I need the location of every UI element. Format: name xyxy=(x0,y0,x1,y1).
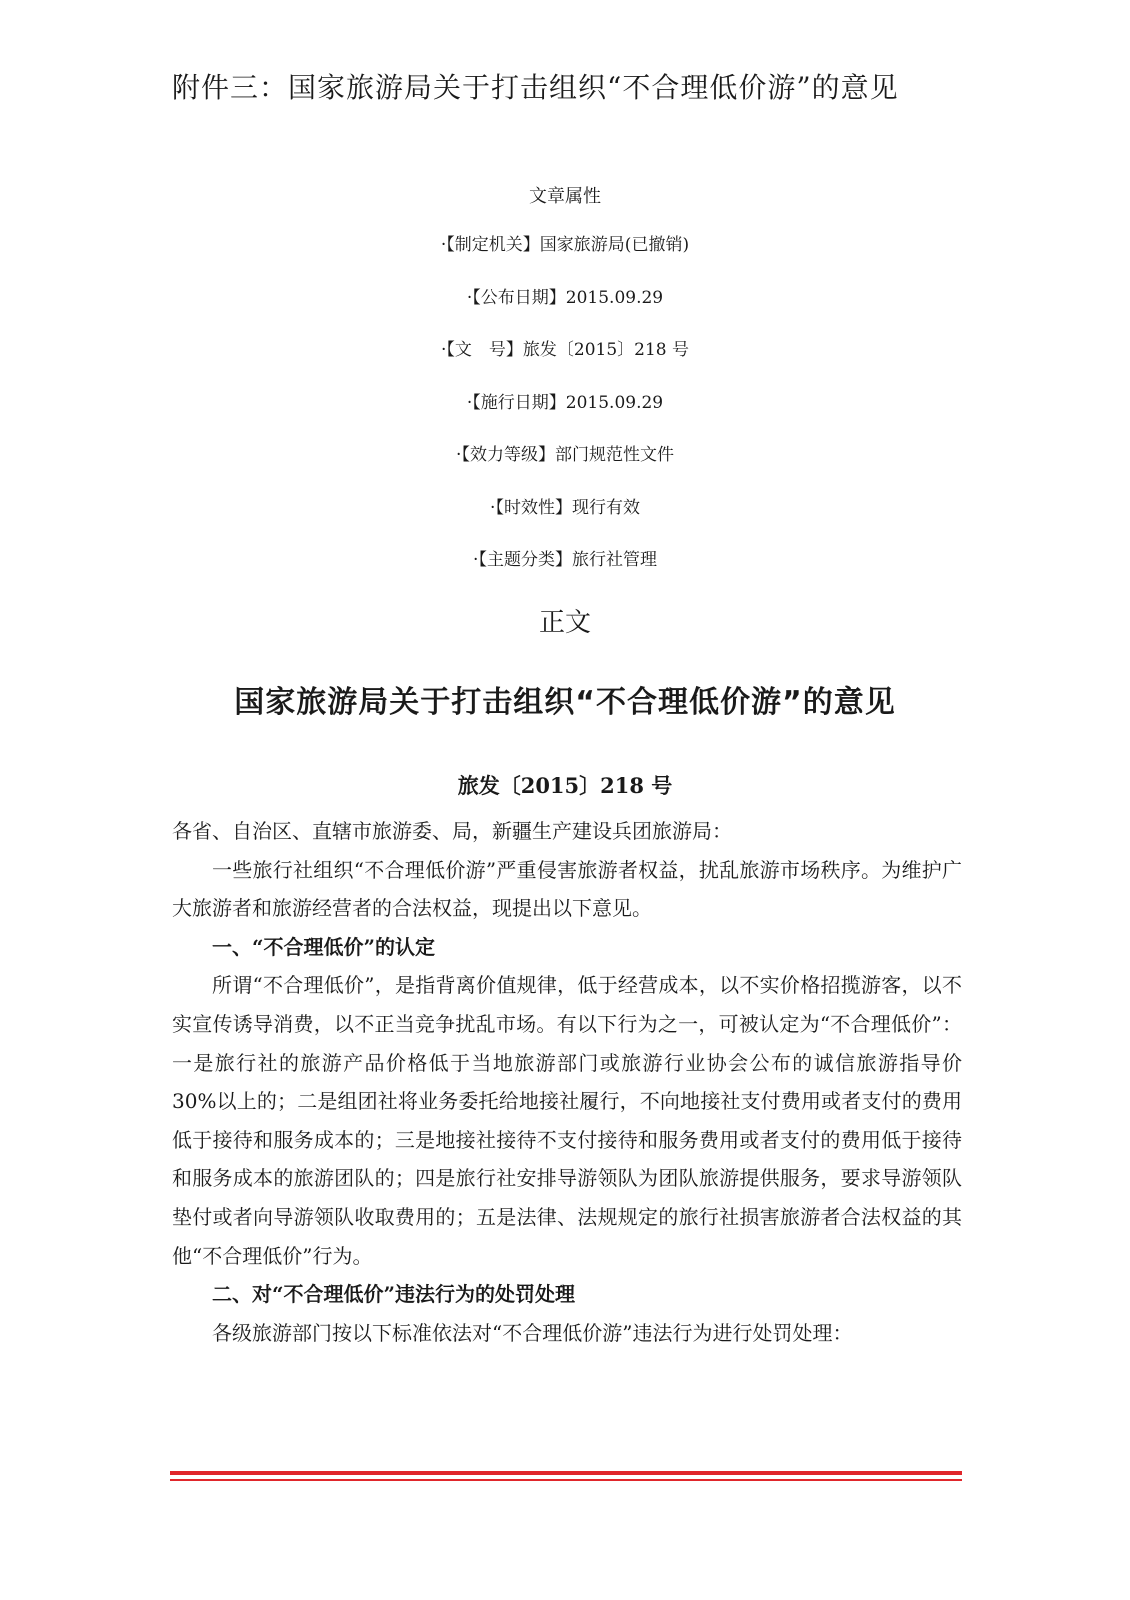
main-text-heading: 正文 xyxy=(538,608,591,638)
document-title: 国家旅游局关于打击组织“不合理低价游”的意见 xyxy=(234,685,896,720)
intro-paragraph: 一些旅行社组织“不合理低价游”严重侵害旅游者权益，扰乱旅游市场秩序。为维护广大旅游者和旅游经营者的合法权益，现提出以下意见。 xyxy=(172,857,962,921)
section-2-paragraph: 各级旅游部门按以下标准依法对“不合理低价游”违法行为进行处罚处理： xyxy=(212,1320,853,1345)
document-number: 旅发〔2015〕218 号 xyxy=(457,773,673,798)
attribute-publish-date: ·【公布日期】2015.09.29 xyxy=(466,287,664,308)
section-1-paragraph: 所谓“不合理低价”，是指背离价值规律，低于经营成本，以不实价格招揽游客，以不实宣传诱导消费，以不正当竞争扰乱市场。有以下行为之一，可被认定为“不合理低价”：一是旅行社的旅游产品价格低于当地旅游部门或旅游行业协会公布的诚信旅游指导价 30%以上的；二是组团社将业务委托给地接社履行，不向地接社支付费用或者支付的费用低于接待和服务成本的；三是地接社接待不支付接待和服务费用或者支付的费用低于接待和服务成本的旅游团队的；四是旅行社安排导游领队为团队旅游提供服务，要求导游领队垫付或者向导游领队收取费用的；五是法律、法规规定的旅行社损害旅游者合法权益的其他“不合理低价”行为。 xyxy=(172,973,962,1268)
attributes-heading: 文章属性 xyxy=(529,186,601,207)
footer-rule-thin xyxy=(170,1479,962,1481)
attachment-title: 附件三：国家旅游局关于打击组织“不合理低价游”的意见 xyxy=(172,71,899,104)
attribute-effective-date: ·【施行日期】2015.09.29 xyxy=(466,392,664,413)
attribute-document-number: ·【文 号】旅发〔2015〕218 号 xyxy=(440,340,690,360)
document-body xyxy=(172,812,962,1352)
addressee: 各省、自治区、直辖市旅游委、局，新疆生产建设兵团旅游局： xyxy=(172,819,732,843)
section-2-heading: 二、对“不合理低价”违法行为的处罚处理 xyxy=(212,1282,576,1307)
footer-rule-thick xyxy=(170,1471,962,1475)
attribute-subject-category: ·【主题分类】旅行社管理 xyxy=(473,550,657,570)
attribute-validity: ·【时效性】现行有效 xyxy=(490,497,640,518)
attributes-list xyxy=(0,234,1130,602)
section-1-heading: 一、“不合理低价”的认定 xyxy=(212,934,436,959)
attribute-legal-level: ·【效力等级】部门规范性文件 xyxy=(456,445,674,465)
attribute-issuing-authority: ·【制定机关】国家旅游局(已撤销) xyxy=(440,235,690,255)
